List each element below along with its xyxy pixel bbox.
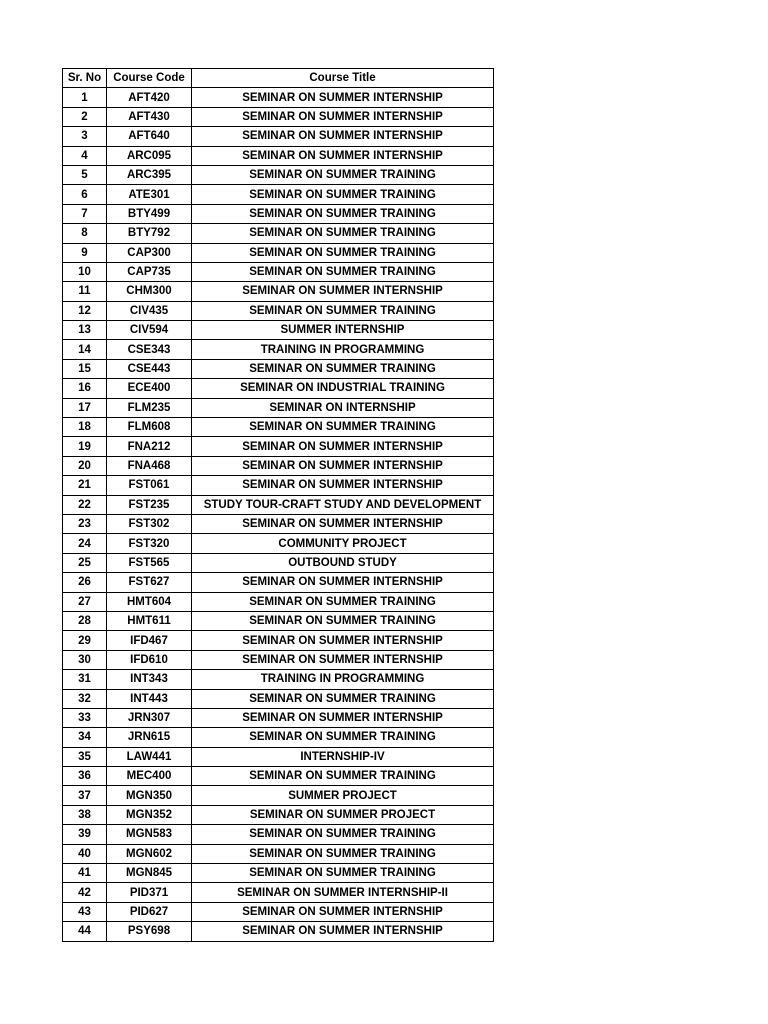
table-row bbox=[63, 165, 494, 184]
cell-sr-no: 9 bbox=[63, 243, 107, 262]
cell-course-title: SEMINAR ON SUMMER TRAINING bbox=[192, 864, 494, 883]
header-sr-no: Sr. No bbox=[63, 69, 107, 88]
cell-course-title: SEMINAR ON SUMMER INTERNSHIP bbox=[192, 650, 494, 669]
cell-course-title: SEMINAR ON SUMMER TRAINING bbox=[192, 359, 494, 378]
cell-course-title: SEMINAR ON SUMMER INTERNSHIP-II bbox=[192, 883, 494, 902]
table-row bbox=[63, 767, 494, 786]
cell-course-code: INT343 bbox=[107, 670, 192, 689]
cell-sr-no: 7 bbox=[63, 204, 107, 223]
cell-sr-no: 11 bbox=[63, 282, 107, 301]
cell-sr-no: 25 bbox=[63, 553, 107, 572]
cell-course-code: ARC095 bbox=[107, 146, 192, 165]
table-row bbox=[63, 224, 494, 243]
table-row bbox=[63, 107, 494, 126]
cell-course-code: CSE443 bbox=[107, 359, 192, 378]
cell-course-title: SEMINAR ON SUMMER TRAINING bbox=[192, 301, 494, 320]
cell-course-title: SEMINAR ON SUMMER TRAINING bbox=[192, 767, 494, 786]
cell-sr-no: 35 bbox=[63, 747, 107, 766]
cell-course-code: ARC395 bbox=[107, 165, 192, 184]
header-course-title: Course Title bbox=[192, 69, 494, 88]
cell-course-code: JRN615 bbox=[107, 728, 192, 747]
table-row bbox=[63, 728, 494, 747]
cell-sr-no: 33 bbox=[63, 708, 107, 727]
cell-sr-no: 24 bbox=[63, 534, 107, 553]
table-row bbox=[63, 185, 494, 204]
cell-course-title: TRAINING IN PROGRAMMING bbox=[192, 340, 494, 359]
table-row bbox=[63, 418, 494, 437]
header-row bbox=[63, 69, 494, 88]
table-row bbox=[63, 340, 494, 359]
table-row bbox=[63, 204, 494, 223]
cell-sr-no: 27 bbox=[63, 592, 107, 611]
cell-course-code: FNA468 bbox=[107, 456, 192, 475]
cell-sr-no: 15 bbox=[63, 359, 107, 378]
cell-course-code: MGN583 bbox=[107, 825, 192, 844]
cell-sr-no: 22 bbox=[63, 495, 107, 514]
cell-course-title: SEMINAR ON SUMMER PROJECT bbox=[192, 805, 494, 824]
cell-course-title: SEMINAR ON SUMMER TRAINING bbox=[192, 728, 494, 747]
cell-course-title: SEMINAR ON SUMMER INTERNSHIP bbox=[192, 573, 494, 592]
cell-course-code: FLM608 bbox=[107, 418, 192, 437]
cell-sr-no: 30 bbox=[63, 650, 107, 669]
cell-sr-no: 36 bbox=[63, 767, 107, 786]
cell-sr-no: 13 bbox=[63, 321, 107, 340]
table-row bbox=[63, 379, 494, 398]
cell-course-code: MGN350 bbox=[107, 786, 192, 805]
cell-course-title: SEMINAR ON SUMMER INTERNSHIP bbox=[192, 631, 494, 650]
cell-course-title: SEMINAR ON INDUSTRIAL TRAINING bbox=[192, 379, 494, 398]
cell-course-code: IFD610 bbox=[107, 650, 192, 669]
cell-sr-no: 14 bbox=[63, 340, 107, 359]
cell-sr-no: 16 bbox=[63, 379, 107, 398]
table-row bbox=[63, 282, 494, 301]
cell-course-code: FST061 bbox=[107, 476, 192, 495]
cell-course-code: MEC400 bbox=[107, 767, 192, 786]
cell-sr-no: 12 bbox=[63, 301, 107, 320]
cell-course-title: SEMINAR ON SUMMER TRAINING bbox=[192, 204, 494, 223]
table-header bbox=[63, 69, 494, 88]
cell-course-title: SEMINAR ON SUMMER TRAINING bbox=[192, 844, 494, 863]
cell-course-code: MGN602 bbox=[107, 844, 192, 863]
table-row bbox=[63, 650, 494, 669]
cell-course-title: SEMINAR ON SUMMER INTERNSHIP bbox=[192, 127, 494, 146]
cell-sr-no: 32 bbox=[63, 689, 107, 708]
table-row bbox=[63, 689, 494, 708]
cell-course-code: MGN845 bbox=[107, 864, 192, 883]
table-row bbox=[63, 127, 494, 146]
cell-course-title: SEMINAR ON SUMMER INTERNSHIP bbox=[192, 902, 494, 921]
cell-course-code: BTY499 bbox=[107, 204, 192, 223]
cell-course-title: SEMINAR ON SUMMER TRAINING bbox=[192, 611, 494, 630]
cell-course-code: BTY792 bbox=[107, 224, 192, 243]
cell-sr-no: 39 bbox=[63, 825, 107, 844]
cell-sr-no: 40 bbox=[63, 844, 107, 863]
cell-course-code: AFT420 bbox=[107, 88, 192, 107]
table-row bbox=[63, 321, 494, 340]
cell-course-title: SEMINAR ON SUMMER INTERNSHIP bbox=[192, 146, 494, 165]
table-row bbox=[63, 514, 494, 533]
cell-course-code: ATE301 bbox=[107, 185, 192, 204]
cell-course-code: FST235 bbox=[107, 495, 192, 514]
cell-course-title: SEMINAR ON SUMMER INTERNSHIP bbox=[192, 107, 494, 126]
table-row bbox=[63, 88, 494, 107]
table-row bbox=[63, 786, 494, 805]
cell-course-code: FLM235 bbox=[107, 398, 192, 417]
table-row bbox=[63, 476, 494, 495]
cell-sr-no: 1 bbox=[63, 88, 107, 107]
cell-course-title: SEMINAR ON INTERNSHIP bbox=[192, 398, 494, 417]
cell-sr-no: 21 bbox=[63, 476, 107, 495]
table-row bbox=[63, 670, 494, 689]
cell-course-title: SEMINAR ON SUMMER TRAINING bbox=[192, 224, 494, 243]
cell-sr-no: 38 bbox=[63, 805, 107, 824]
cell-sr-no: 8 bbox=[63, 224, 107, 243]
cell-course-title: SEMINAR ON SUMMER TRAINING bbox=[192, 689, 494, 708]
table-row bbox=[63, 243, 494, 262]
cell-course-code: INT443 bbox=[107, 689, 192, 708]
cell-sr-no: 44 bbox=[63, 922, 107, 941]
cell-sr-no: 41 bbox=[63, 864, 107, 883]
cell-course-title: SEMINAR ON SUMMER INTERNSHIP bbox=[192, 282, 494, 301]
table-row bbox=[63, 534, 494, 553]
cell-course-code: PID627 bbox=[107, 902, 192, 921]
cell-course-code: HMT604 bbox=[107, 592, 192, 611]
cell-course-code: FST565 bbox=[107, 553, 192, 572]
table-row bbox=[63, 553, 494, 572]
table-row bbox=[63, 883, 494, 902]
cell-course-code: CHM300 bbox=[107, 282, 192, 301]
cell-course-code: AFT640 bbox=[107, 127, 192, 146]
cell-course-title: OUTBOUND STUDY bbox=[192, 553, 494, 572]
cell-sr-no: 29 bbox=[63, 631, 107, 650]
table-row bbox=[63, 708, 494, 727]
cell-course-title: SEMINAR ON SUMMER INTERNSHIP bbox=[192, 514, 494, 533]
cell-course-title: TRAINING IN PROGRAMMING bbox=[192, 670, 494, 689]
cell-course-title: SEMINAR ON SUMMER TRAINING bbox=[192, 825, 494, 844]
table-row bbox=[63, 359, 494, 378]
cell-sr-no: 19 bbox=[63, 437, 107, 456]
table-row bbox=[63, 611, 494, 630]
cell-course-code: FNA212 bbox=[107, 437, 192, 456]
cell-course-code: FST302 bbox=[107, 514, 192, 533]
cell-sr-no: 5 bbox=[63, 165, 107, 184]
cell-course-title: SEMINAR ON SUMMER INTERNSHIP bbox=[192, 922, 494, 941]
cell-sr-no: 18 bbox=[63, 418, 107, 437]
table-body bbox=[63, 88, 494, 941]
cell-sr-no: 43 bbox=[63, 902, 107, 921]
cell-course-title: SEMINAR ON SUMMER TRAINING bbox=[192, 592, 494, 611]
cell-sr-no: 31 bbox=[63, 670, 107, 689]
cell-course-code: LAW441 bbox=[107, 747, 192, 766]
cell-course-title: SEMINAR ON SUMMER INTERNSHIP bbox=[192, 456, 494, 475]
cell-course-title: SEMINAR ON SUMMER INTERNSHIP bbox=[192, 708, 494, 727]
cell-course-code: AFT430 bbox=[107, 107, 192, 126]
cell-course-title: SEMINAR ON SUMMER TRAINING bbox=[192, 262, 494, 281]
cell-sr-no: 37 bbox=[63, 786, 107, 805]
table-row bbox=[63, 495, 494, 514]
cell-course-title: COMMUNITY PROJECT bbox=[192, 534, 494, 553]
cell-course-code: HMT611 bbox=[107, 611, 192, 630]
cell-sr-no: 2 bbox=[63, 107, 107, 126]
cell-course-code: PID371 bbox=[107, 883, 192, 902]
cell-sr-no: 20 bbox=[63, 456, 107, 475]
cell-sr-no: 34 bbox=[63, 728, 107, 747]
cell-course-code: CIV594 bbox=[107, 321, 192, 340]
cell-course-code: PSY698 bbox=[107, 922, 192, 941]
course-table bbox=[62, 68, 494, 942]
table-row bbox=[63, 902, 494, 921]
cell-course-code: ECE400 bbox=[107, 379, 192, 398]
table-row bbox=[63, 437, 494, 456]
table-row bbox=[63, 146, 494, 165]
table-row bbox=[63, 922, 494, 941]
cell-sr-no: 17 bbox=[63, 398, 107, 417]
cell-course-title: SEMINAR ON SUMMER TRAINING bbox=[192, 185, 494, 204]
cell-sr-no: 28 bbox=[63, 611, 107, 630]
cell-course-title: STUDY TOUR-CRAFT STUDY AND DEVELOPMENT bbox=[192, 495, 494, 514]
cell-course-title: INTERNSHIP-IV bbox=[192, 747, 494, 766]
table-row bbox=[63, 747, 494, 766]
table-row bbox=[63, 825, 494, 844]
table-row bbox=[63, 262, 494, 281]
cell-course-code: FST320 bbox=[107, 534, 192, 553]
table-row bbox=[63, 456, 494, 475]
table-row bbox=[63, 844, 494, 863]
cell-sr-no: 23 bbox=[63, 514, 107, 533]
cell-course-title: SEMINAR ON SUMMER INTERNSHIP bbox=[192, 88, 494, 107]
cell-sr-no: 4 bbox=[63, 146, 107, 165]
cell-course-title: SEMINAR ON SUMMER INTERNSHIP bbox=[192, 437, 494, 456]
cell-course-title: SUMMER INTERNSHIP bbox=[192, 321, 494, 340]
table-row bbox=[63, 592, 494, 611]
cell-sr-no: 6 bbox=[63, 185, 107, 204]
table-row bbox=[63, 805, 494, 824]
cell-course-title: SUMMER PROJECT bbox=[192, 786, 494, 805]
cell-course-code: CSE343 bbox=[107, 340, 192, 359]
cell-course-title: SEMINAR ON SUMMER INTERNSHIP bbox=[192, 476, 494, 495]
cell-course-title: SEMINAR ON SUMMER TRAINING bbox=[192, 165, 494, 184]
cell-sr-no: 42 bbox=[63, 883, 107, 902]
table-row bbox=[63, 301, 494, 320]
cell-course-code: CAP735 bbox=[107, 262, 192, 281]
table-row bbox=[63, 573, 494, 592]
cell-course-code: MGN352 bbox=[107, 805, 192, 824]
cell-course-title: SEMINAR ON SUMMER TRAINING bbox=[192, 243, 494, 262]
table-row bbox=[63, 398, 494, 417]
header-course-code: Course Code bbox=[107, 69, 192, 88]
cell-course-code: CAP300 bbox=[107, 243, 192, 262]
cell-sr-no: 10 bbox=[63, 262, 107, 281]
cell-course-code: JRN307 bbox=[107, 708, 192, 727]
cell-sr-no: 26 bbox=[63, 573, 107, 592]
table-row bbox=[63, 631, 494, 650]
cell-sr-no: 3 bbox=[63, 127, 107, 146]
cell-course-code: FST627 bbox=[107, 573, 192, 592]
table-row bbox=[63, 864, 494, 883]
cell-course-code: CIV435 bbox=[107, 301, 192, 320]
cell-course-title: SEMINAR ON SUMMER TRAINING bbox=[192, 418, 494, 437]
cell-course-code: IFD467 bbox=[107, 631, 192, 650]
